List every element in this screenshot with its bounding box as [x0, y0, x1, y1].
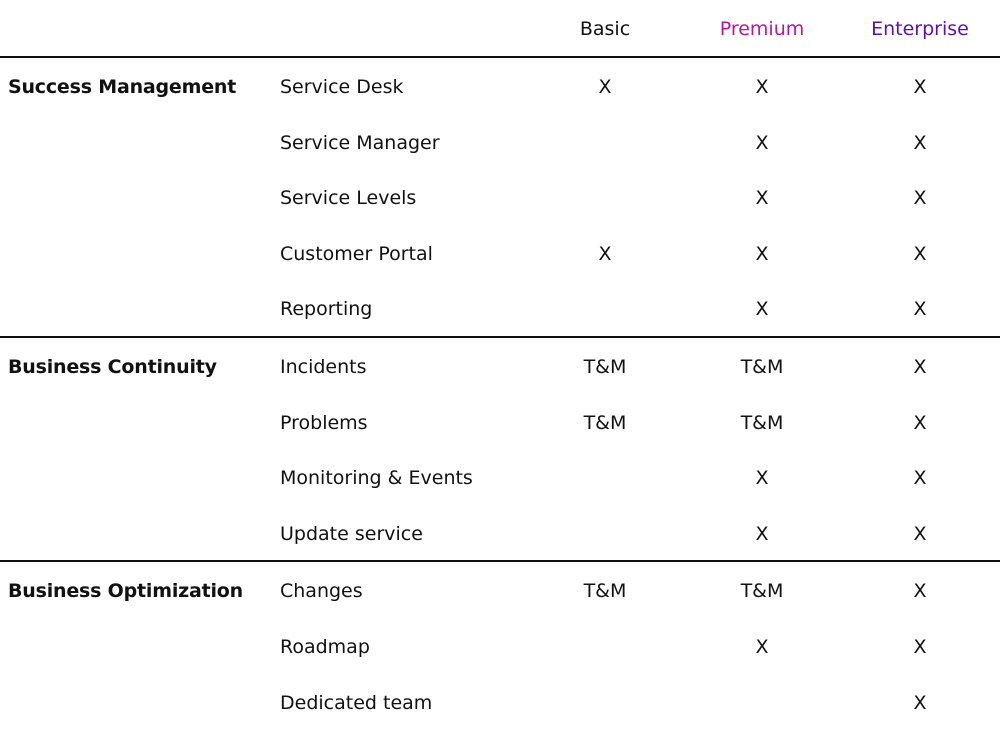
cell-premium: X — [755, 131, 769, 154]
feature-name: Dedicated team — [280, 691, 433, 714]
column-header-enterprise: Enterprise — [871, 18, 969, 40]
column-header-basic: Basic — [579, 18, 631, 40]
feature-name: Roadmap — [280, 635, 370, 658]
column-header-premium: Premium — [719, 18, 805, 40]
group-business-optimization — [0, 562, 1000, 729]
table-row — [0, 169, 1000, 225]
group-business-continuity — [0, 338, 1000, 562]
feature-name: Update service — [280, 522, 423, 545]
feature-name: Monitoring & Events — [280, 467, 473, 490]
table-row — [0, 394, 1000, 450]
feature-name: Service Levels — [280, 187, 417, 210]
table-row — [0, 562, 1000, 618]
feature-name: Incidents — [280, 355, 367, 378]
group-label: Business Optimization — [8, 580, 243, 603]
cell-enterprise: X — [913, 580, 927, 603]
group-success-management — [0, 58, 1000, 338]
cell-premium: X — [755, 187, 769, 210]
table-row — [0, 449, 1000, 505]
group-label: Business Continuity — [8, 355, 217, 378]
table-row — [0, 674, 1000, 729]
feature-name: Reporting — [280, 298, 373, 321]
table-row — [0, 58, 1000, 114]
cell-enterprise: X — [913, 467, 927, 490]
cell-basic: X — [598, 76, 612, 98]
cell-premium: X — [755, 467, 769, 490]
cell-premium: X — [755, 242, 769, 265]
feature-name: Problems — [280, 411, 368, 434]
cell-premium: X — [755, 635, 769, 658]
cell-premium: X — [755, 522, 769, 545]
table-row — [0, 114, 1000, 170]
cell-enterprise: X — [913, 691, 927, 714]
cell-enterprise: X — [913, 522, 927, 545]
feature-name: Service Desk — [280, 76, 404, 98]
cell-enterprise: X — [913, 411, 927, 434]
feature-name: Customer Portal — [280, 242, 433, 265]
feature-name: Service Manager — [280, 131, 440, 154]
cell-premium: T&M — [740, 355, 784, 378]
cell-basic: T&M — [583, 355, 627, 378]
cell-enterprise: X — [913, 635, 927, 658]
table-row — [0, 338, 1000, 394]
cell-premium: X — [755, 298, 769, 321]
cell-enterprise: X — [913, 242, 927, 265]
cell-enterprise: X — [913, 355, 927, 378]
table-row — [0, 225, 1000, 281]
table-header — [0, 0, 1000, 58]
cell-enterprise: X — [913, 76, 927, 98]
cell-enterprise: X — [913, 131, 927, 154]
cell-enterprise: X — [913, 298, 927, 321]
cell-enterprise: X — [913, 187, 927, 210]
cell-basic: X — [598, 242, 612, 265]
cell-basic: T&M — [583, 580, 627, 603]
cell-premium: T&M — [740, 580, 784, 603]
group-label: Success Management — [8, 76, 237, 98]
cell-basic: T&M — [583, 411, 627, 434]
cell-premium: X — [755, 76, 769, 98]
cell-premium: T&M — [740, 411, 784, 434]
table-row — [0, 280, 1000, 336]
table-row — [0, 618, 1000, 674]
table-row — [0, 505, 1000, 561]
feature-name: Changes — [280, 580, 363, 603]
